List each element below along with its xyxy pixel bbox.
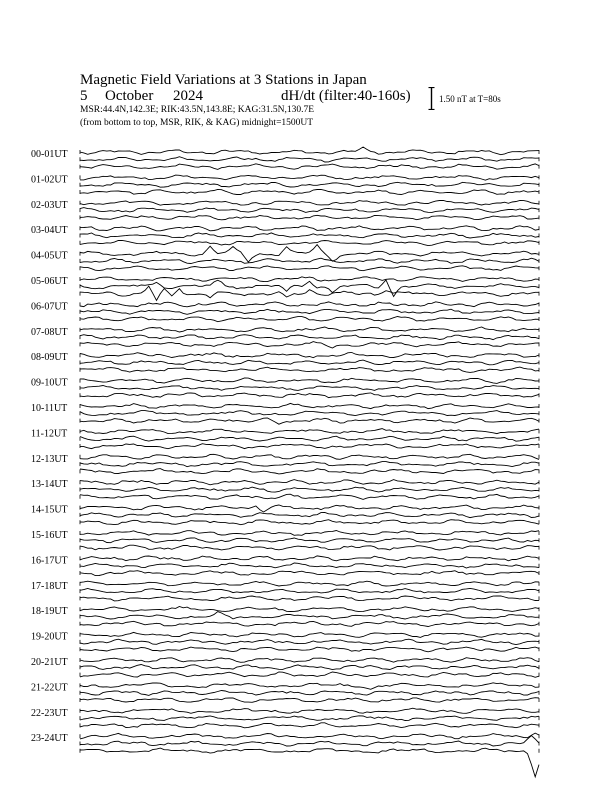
hour-label: 04-05UT	[31, 250, 68, 262]
trace-kag-h1	[80, 175, 539, 180]
trace-rik-h1	[80, 182, 539, 187]
trace-msr-h16	[80, 571, 539, 576]
trace-msr-h23	[80, 748, 539, 777]
trace-kag-h18	[80, 607, 539, 612]
hour-label: 10-11UT	[31, 403, 68, 414]
trace-kag-h15	[80, 531, 539, 536]
trace-kag-h6	[80, 302, 539, 307]
hour-label: 09-10UT	[31, 377, 68, 389]
trace-rik-h22	[80, 716, 539, 721]
trace-rik-h18	[80, 612, 539, 619]
trace-rik-h20	[80, 665, 539, 670]
station-coordinates: MSR:44.4N,142.3E; RIK:43.5N,143.8E; KAG:31.5N,130.7E	[80, 105, 315, 115]
hour-label: 13-14UT	[31, 479, 68, 491]
date-year: 2024	[173, 88, 203, 104]
hour-label: 20-21UT	[31, 657, 68, 668]
trace-kag-h14	[80, 505, 539, 512]
hour-label: 00-01UT	[31, 149, 68, 160]
trace-kag-h23	[80, 733, 539, 739]
station-order-note: (from bottom to top, MSR, RIK, & KAG) midnight=1500UT	[80, 118, 314, 128]
chart-title: Magnetic Field Variations at 3 Stations in Japan	[80, 72, 367, 88]
trace-kag-h4	[80, 245, 539, 262]
trace-kag-h7	[80, 327, 539, 332]
trace-kag-h17	[80, 581, 539, 586]
trace-kag-h3	[80, 226, 539, 231]
trace-rik-h5	[80, 280, 539, 297]
hour-label: 02-03UT	[31, 199, 68, 211]
trace-kag-h10	[80, 403, 539, 408]
trace-msr-h18	[80, 621, 539, 626]
hour-label: 23-24UT	[31, 733, 68, 745]
trace-rik-h6	[80, 309, 539, 314]
trace-msr-h15	[80, 545, 539, 550]
trace-rik-h4	[80, 258, 539, 263]
trace-msr-h4	[80, 266, 539, 271]
trace-msr-h14	[80, 520, 539, 525]
hour-label: 03-04UT	[31, 225, 68, 237]
trace-msr-h1	[80, 189, 539, 194]
hour-label: 17-18UT	[31, 580, 68, 592]
trace-rik-h3	[80, 233, 539, 238]
trace-msr-h12	[80, 469, 539, 474]
hour-label: 16-17UT	[31, 555, 68, 567]
trace-msr-h9	[80, 393, 539, 398]
trace-rik-h8	[80, 360, 539, 365]
trace-rik-h0	[80, 157, 539, 162]
trace-msr-h7	[80, 342, 539, 348]
trace-msr-h22	[80, 723, 539, 728]
trace-msr-h10	[80, 418, 539, 424]
trace-msr-h17	[80, 596, 539, 601]
trace-rik-h9	[80, 386, 539, 391]
trace-kag-h8	[80, 352, 539, 357]
trace-rik-h17	[80, 588, 539, 593]
trace-msr-h8	[80, 367, 539, 372]
trace-rik-h21	[80, 691, 539, 696]
trace-msr-h3	[80, 240, 539, 245]
trace-rik-h12	[80, 462, 539, 467]
trace-kag-h11	[80, 429, 539, 434]
scale-label: 1.50 nT at T=80s	[439, 94, 501, 104]
hour-label: 01-02UT	[31, 174, 68, 186]
trace-kag-h20	[80, 658, 539, 663]
trace-rik-h13	[80, 487, 539, 492]
hour-label: 05-06UT	[31, 276, 68, 287]
trace-msr-h5	[80, 286, 539, 300]
trace-msr-h0	[80, 164, 539, 170]
trace-msr-h13	[80, 494, 539, 499]
hour-label: 22-23UT	[31, 707, 68, 719]
hour-label: 11-12UT	[31, 428, 68, 440]
hour-label: 07-08UT	[31, 326, 68, 338]
hour-label: 14-15UT	[31, 504, 68, 516]
trace-msr-h11	[80, 444, 539, 449]
trace-msr-h20	[80, 672, 539, 677]
hour-label: 08-09UT	[31, 352, 68, 364]
hour-label: 19-20UT	[31, 631, 68, 643]
trace-kag-h0	[80, 147, 539, 155]
hour-label: 06-07UT	[31, 301, 68, 313]
trace-kag-h22	[80, 708, 539, 713]
hour-label: 18-19UT	[31, 606, 68, 618]
trace-rik-h11	[80, 436, 539, 441]
hour-label: 21-22UT	[31, 682, 68, 694]
trace-kag-h12	[80, 454, 539, 459]
trace-rik-h19	[80, 639, 539, 644]
trace-kag-h19	[80, 632, 539, 637]
trace-kag-h9	[80, 378, 539, 384]
trace-kag-h2	[80, 200, 539, 205]
trace-kag-h16	[80, 556, 539, 561]
trace-rik-h2	[80, 208, 539, 213]
trace-rik-h7	[80, 335, 539, 340]
trace-msr-h2	[80, 215, 539, 220]
trace-rik-h10	[80, 411, 539, 416]
trace-msr-h6	[80, 317, 539, 322]
trace-rik-h16	[80, 563, 539, 568]
trace-rik-h14	[80, 512, 539, 517]
hour-label: 12-13UT	[31, 453, 68, 465]
filter-label: dH/dt (filter:40-160s)	[281, 88, 411, 104]
hour-label: 15-16UT	[31, 530, 68, 541]
date-month: October	[105, 88, 154, 104]
trace-kag-h13	[80, 480, 539, 485]
trace-rik-h15	[80, 538, 539, 543]
trace-msr-h21	[80, 698, 539, 703]
trace-kag-h21	[80, 683, 539, 690]
date-day: 5	[80, 88, 88, 104]
trace-msr-h19	[80, 647, 539, 652]
